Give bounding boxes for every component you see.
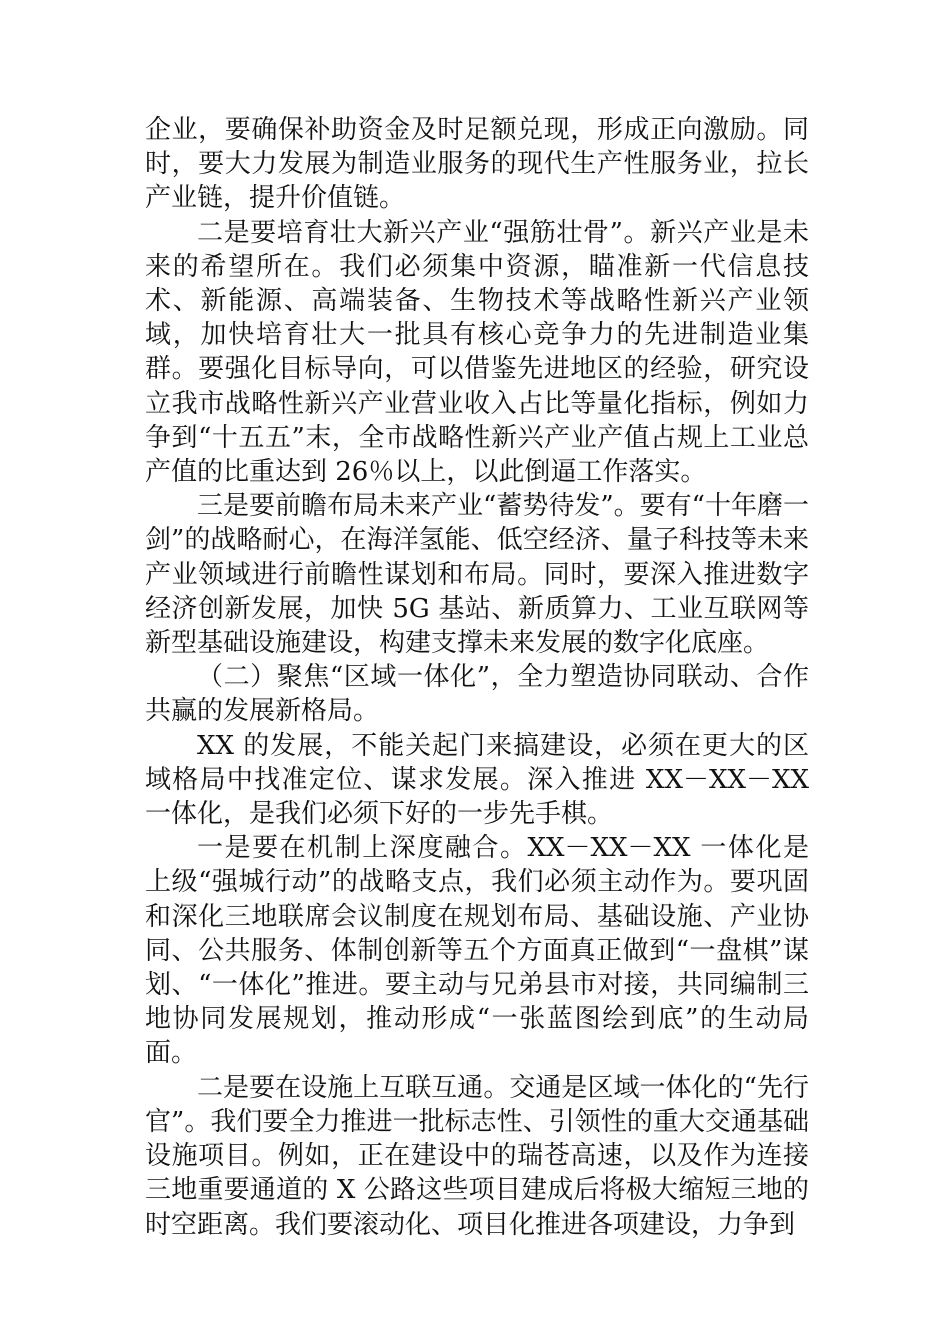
paragraph-3: 三是要前瞻布局未来产业“蓄势待发”。要有“十年磨一剑”的战略耐心，在海洋氢能、低空经济、量子科技等未来产业领域进行前瞻性谋划和布局。同时，要深入推进数字经济创新发展，加快 5G 基站、新质算力、工业互联网等新型基础设施建设，构建支撑未来发展的数字化底座。 bbox=[145, 491, 809, 659]
paragraph-5: 一是要在机制上深度融合。XX－XX－XX 一体化是上级“强城行动”的战略支点，我们必须主动作为。要巩固和深化三地联席会议制度在规划布局、基础设施、产业协同、公共服务、体制创新等五个方面真正做到“一盘棋”谋划、“一体化”推进。要主动与兄弟县市对接，共同编制三地协同发展规划，推动形成“一张蓝图绘到底”的生动局面。 bbox=[145, 833, 809, 1069]
paragraph-4: XX 的发展，不能关起门来搞建设，必须在更大的区域格局中找准定位、谋求发展。深入推进 XX－XX－XX 一体化，是我们必须下好的一步先手棋。 bbox=[145, 730, 809, 830]
paragraph-6: 二是要在设施上互联互通。交通是区域一体化的“先行官”。我们要全力推进一批标志性、引领性的重大交通基础设施项目。例如，正在建设中的瑞苍高速，以及作为连接三地重要通道的 X 公路这些项目建成后将极大缩短三地的时空距离。我们要滚动化、项目化推进各项建设，力争到 bbox=[145, 1072, 809, 1240]
paragraph-2: 二是要培育壮大新兴产业“强筋壮骨”。新兴产业是未来的希望所在。我们必须集中资源，瞄准新一代信息技术、新能源、高端装备、生物技术等战略性新兴产业领域，加快培育壮大一批具有核心竞争力的先进制造业集群。要强化目标导向，可以借鉴先进地区的经验，研究设立我市战略性新兴产业营业收入占比等量化指标，例如力争到“十五五”末，全市战略性新兴产业产值占规上工业总产值的比重达到 26％以上，以此倒逼工作落实。 bbox=[145, 217, 809, 488]
document-page bbox=[145, 113, 809, 1242]
paragraph-1: 企业，要确保补助资金及时足额兑现，形成正向激励。同时，要大力发展为制造业服务的现代生产性服务业，拉长产业链，提升价值链。 bbox=[145, 115, 809, 214]
section-heading: （二）聚焦“区域一体化”，全力塑造协同联动、合作共赢的发展新格局。 bbox=[145, 662, 809, 727]
